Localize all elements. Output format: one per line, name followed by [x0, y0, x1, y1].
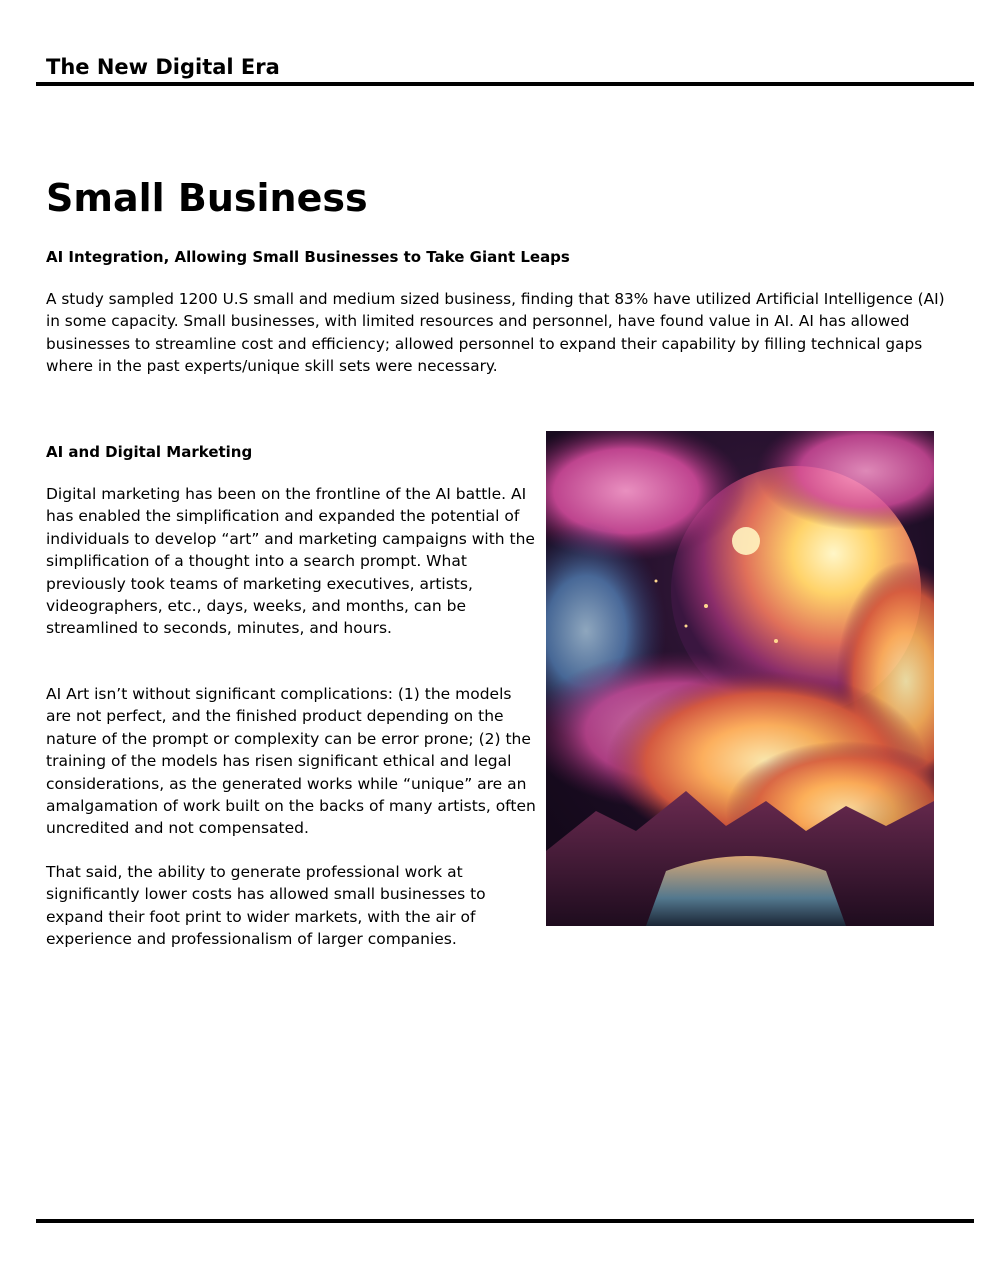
header-rule — [36, 82, 974, 86]
marketing-paragraph-1: Digital marketing has been on the frontline of the AI battle. AI has enabled the simplification and expanded the potential of individuals to develop “art” and marketing campaigns with the simplification of a thought into a search prompt. What previously took teams of marketing executives, artists, videographers, etc., days, weeks, and months, can be streamlined to seconds, minutes, and hours. — [46, 485, 535, 638]
marketing-paragraph-2: AI Art isn’t without significant complications: (1) the models are not perfect, and the finished product depending on the nature of the prompt or complexity can be error prone; (2) the training of the models has risen significant ethical and legal considerations, as the generated works while “unique” are an amalgamation of work built on the backs of many artists, often uncredited and not compensated. — [46, 685, 536, 838]
section-heading-ai-integration: AI Integration, Allowing Small Businesses to Take Giant Leaps — [46, 248, 570, 266]
ai-art-image — [546, 431, 934, 926]
marketing-paragraph-3: That said, the ability to generate professional work at significantly lower costs has allowed small businesses to expand their foot print to wider markets, with the air of experience and professionalism of larger companies. — [46, 863, 486, 949]
cosmic-clouds-illustration — [546, 431, 934, 926]
footer-rule — [36, 1219, 974, 1223]
section-heading-digital-marketing: AI and Digital Marketing — [46, 443, 253, 461]
intro-paragraph: A study sampled 1200 U.S small and medium sized business, finding that 83% have utilized Artificial Intelligence (AI) in some capacity. Small businesses, with limited resources and personnel, have found value in AI. AI has allowed businesses to streamline cost and efficiency; allowed personnel to expand their capability by filling technical gaps where in the past experts/unique skill sets were necessary. — [46, 290, 945, 376]
page-title: Small Business — [46, 176, 368, 220]
header-title: The New Digital Era — [46, 55, 280, 79]
